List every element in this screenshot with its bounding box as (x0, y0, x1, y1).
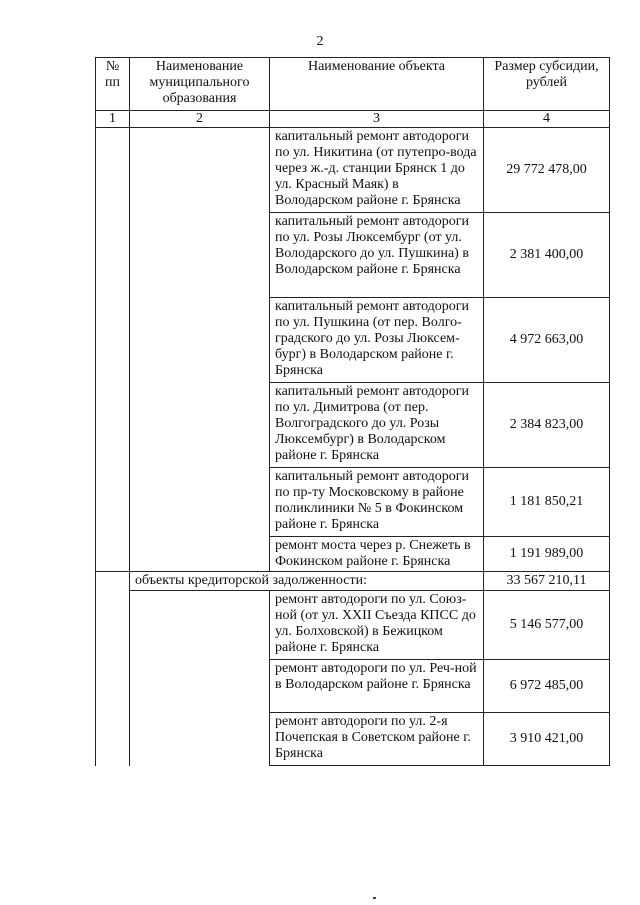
subsidy-amount: 3 910 421,00 (484, 713, 610, 766)
section-label: объекты кредиторской задолженности: (130, 572, 484, 591)
subsidy-amount: 1 191 989,00 (484, 537, 610, 572)
table-row (96, 128, 610, 213)
column-number-row (96, 111, 610, 128)
empty-cell (96, 572, 130, 591)
subsidy-amount: 4 972 663,00 (484, 298, 610, 383)
object-name: ремонт моста через р. Снежеть в Фокинском районе г. Брянска (270, 537, 484, 572)
object-name: капитальный ремонт автодороги по ул. Никитина (от путепро-вода через ж.-д. станции Брянск 1 до ул. Красный Маяк) в Володарском районе г. Брянска (270, 128, 484, 213)
subsidy-amount: 2 384 823,00 (484, 383, 610, 468)
object-name: капитальный ремонт автодороги по ул. Пушкина (от пер. Волго-градского до ул. Розы Люксем-бург) в Володарском районе г. Брянска (270, 298, 484, 383)
subsidy-amount: 6 972 485,00 (484, 660, 610, 713)
object-name: ремонт автодороги по ул. Союз-ной (от ул. XXII Съезда КПСС до ул. Болховской) в Бежицком районе г. Брянска (270, 591, 484, 660)
column-number: 4 (484, 111, 610, 128)
subsidy-amount: 1 181 850,21 (484, 468, 610, 537)
empty-cell (130, 591, 270, 766)
scan-speck (373, 897, 376, 899)
column-number: 2 (130, 111, 270, 128)
section-amount: 33 567 210,11 (484, 572, 610, 591)
header-municipality: Наименование муниципального образования (130, 58, 270, 111)
object-name: ремонт автодороги по ул. 2-я Почепская в Советском районе г. Брянска (270, 713, 484, 766)
header-number: № пп (96, 58, 130, 111)
empty-cell (96, 128, 130, 572)
subsidy-amount: 5 146 577,00 (484, 591, 610, 660)
object-name: капитальный ремонт автодороги по ул. Розы Люксембург (от ул. Володарского до ул. Пушкина) в Володарском районе г. Брянска (270, 213, 484, 298)
object-name: капитальный ремонт автодороги по ул. Димитрова (от пер. Волгоградского до ул. Розы Люксембург) в Володарском районе г. Брянска (270, 383, 484, 468)
object-name: капитальный ремонт автодороги по пр-ту Московскому в районе поликлиники № 5 в Фокинском районе г. Брянска (270, 468, 484, 537)
column-number: 3 (270, 111, 484, 128)
header-object: Наименование объекта (270, 58, 484, 111)
header-subsidy: Размер субсидии, рублей (484, 58, 610, 111)
empty-cell (130, 128, 270, 572)
subsidy-amount: 2 381 400,00 (484, 213, 610, 298)
section-row (96, 572, 610, 591)
header-row (96, 58, 610, 111)
empty-cell (96, 591, 130, 766)
subsidy-amount: 29 772 478,00 (484, 128, 610, 213)
subsidy-table (95, 57, 610, 766)
column-number: 1 (96, 111, 130, 128)
page-number: 2 (316, 34, 324, 49)
object-name: ремонт автодороги по ул. Реч-ной в Володарском районе г. Брянска (270, 660, 484, 713)
table-row (96, 591, 610, 660)
